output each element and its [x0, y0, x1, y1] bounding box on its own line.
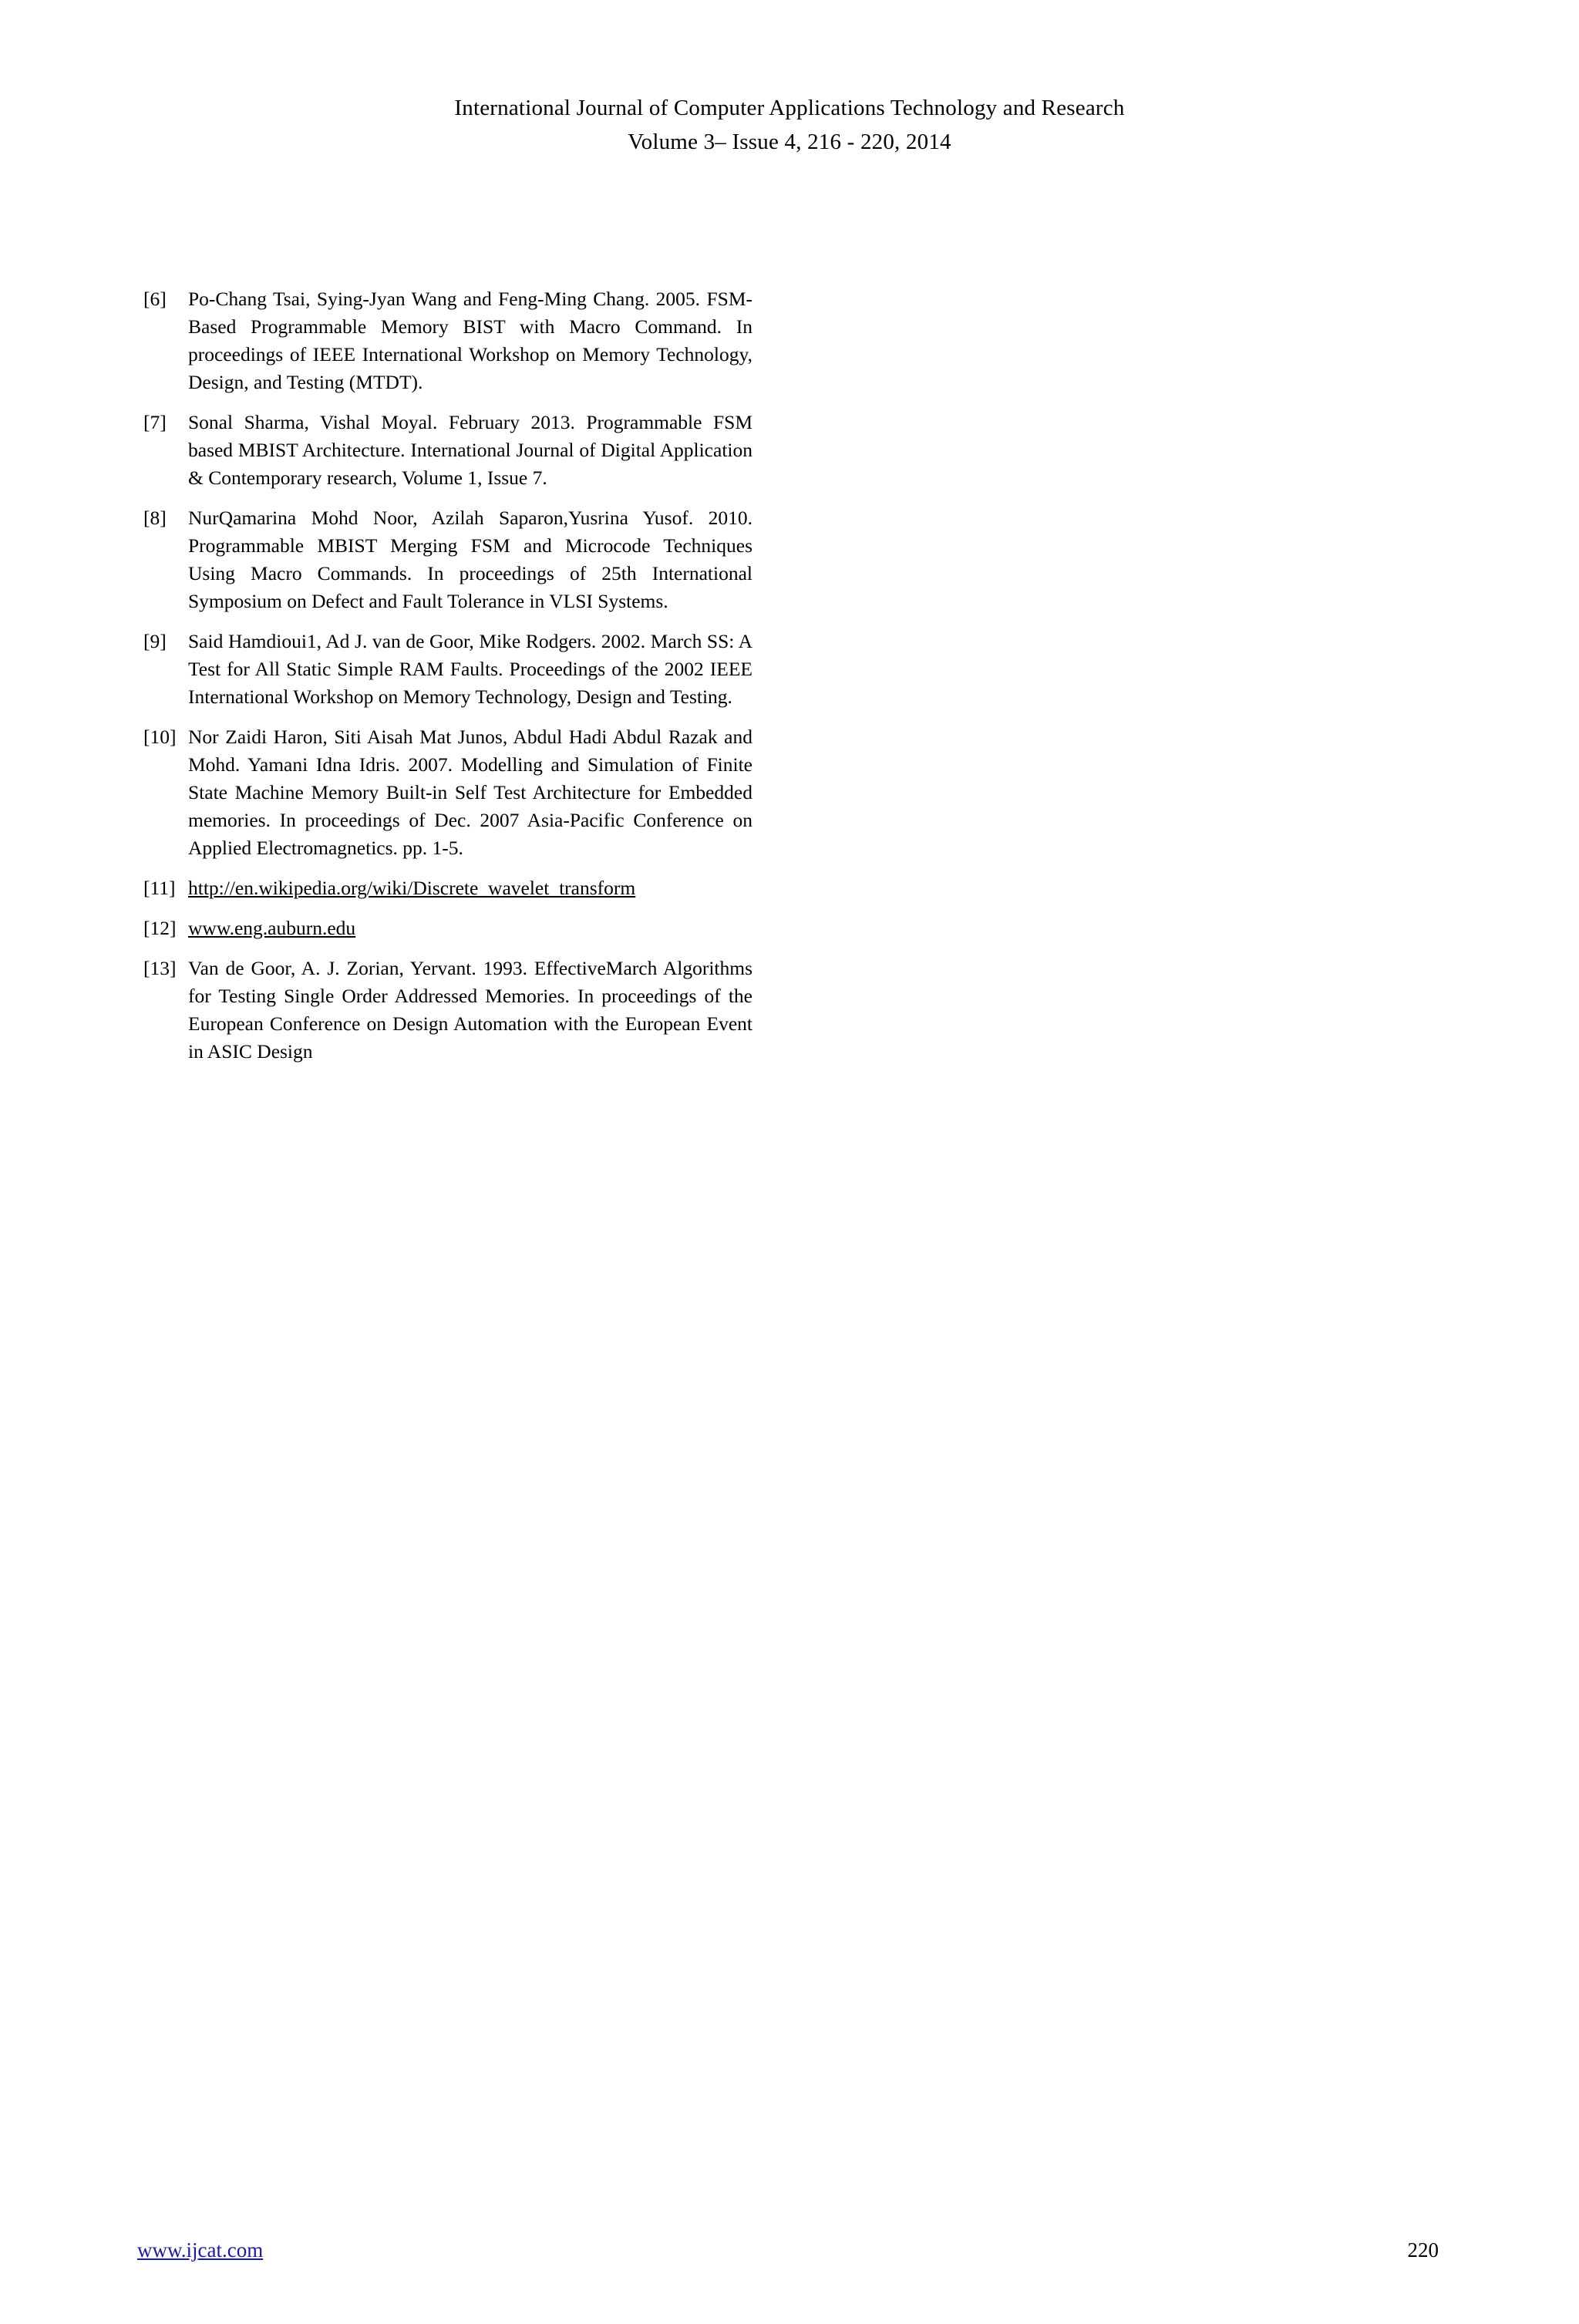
reference-text: Sonal Sharma, Vishal Moyal. February 2013. Programmable FSM based MBIST Architecture. International Journal of Digital Application & Contemporary research, Volume 1, Issue 7. [188, 411, 752, 489]
reference-item [143, 409, 752, 492]
reference-item [143, 955, 752, 1066]
reference-text[interactable] [188, 874, 752, 902]
reference-item [143, 285, 752, 396]
reference-url[interactable]: www.eng.auburn.edu [188, 917, 356, 939]
reference-number: [13] [143, 957, 177, 979]
page-header [0, 91, 1579, 159]
reference-item [143, 914, 752, 942]
reference-number: [12] [143, 917, 177, 939]
reference-number: [9] [143, 630, 167, 652]
reference-text[interactable] [188, 914, 752, 942]
reference-text: Nor Zaidi Haron, Siti Aisah Mat Junos, Abdul Hadi Abdul Razak and Mohd. Yamani Idna Idris. 2007. Modelling and Simulation of Finite State Machine Memory Built-in Self Test Architecture for Embedded memories. In proceedings of Dec. 2007 Asia-Pacific Conference on Applied Electromagnetics. pp. 1-5. [188, 726, 752, 859]
document-page [0, 91, 1579, 2324]
journal-volume-issue: Volume 3– Issue 4, 216 - 220, 2014 [628, 130, 951, 154]
reference-text: Said Hamdioui1, Ad J. van de Goor, Mike Rodgers. 2002. March SS: A Test for All Static Simple RAM Faults. Proceedings of the 2002 IEEE International Workshop on Memory Technology, Design and Testing. [188, 630, 752, 708]
reference-item [143, 504, 752, 615]
reference-item [143, 723, 752, 862]
reference-number: [11] [143, 877, 176, 899]
footer-site-link[interactable]: www.ijcat.com [137, 2238, 264, 2262]
page-number: 220 [1407, 2238, 1439, 2262]
journal-title: International Journal of Computer Applications Technology and Research [454, 96, 1125, 120]
reference-url[interactable]: http://en.wikipedia.org/wiki/Discrete_wavelet_transform [188, 877, 636, 899]
reference-text: Po-Chang Tsai, Sying-Jyan Wang and Feng-Ming Chang. 2005. FSM- Based Programmable Memory BIST with Macro Command. In proceedings of IEEE International Workshop on Memory Technology, Design, and Testing (MTDT). [188, 288, 752, 393]
reference-number: [6] [143, 288, 167, 310]
reference-number: [8] [143, 507, 167, 529]
reference-text: Van de Goor, A. J. Zorian, Yervant. 1993. EffectiveMarch Algorithms for Testing Single Order Addressed Memories. In proceedings of the European Conference on Design Automation with the European Event in ASIC Design [188, 957, 752, 1063]
reference-text: NurQamarina Mohd Noor, Azilah Saparon,Yusrina Yusof. 2010. Programmable MBIST Merging FSM and Microcode Techniques Using Macro Commands. In proceedings of 25th International Symposium on Defect and Fault Tolerance in VLSI Systems. [188, 507, 752, 612]
reference-item [143, 628, 752, 711]
reference-number: [10] [143, 726, 177, 748]
reference-item [143, 874, 752, 902]
page-footer [0, 2201, 1579, 2324]
reference-number: [7] [143, 411, 167, 433]
references-list [143, 285, 752, 1078]
